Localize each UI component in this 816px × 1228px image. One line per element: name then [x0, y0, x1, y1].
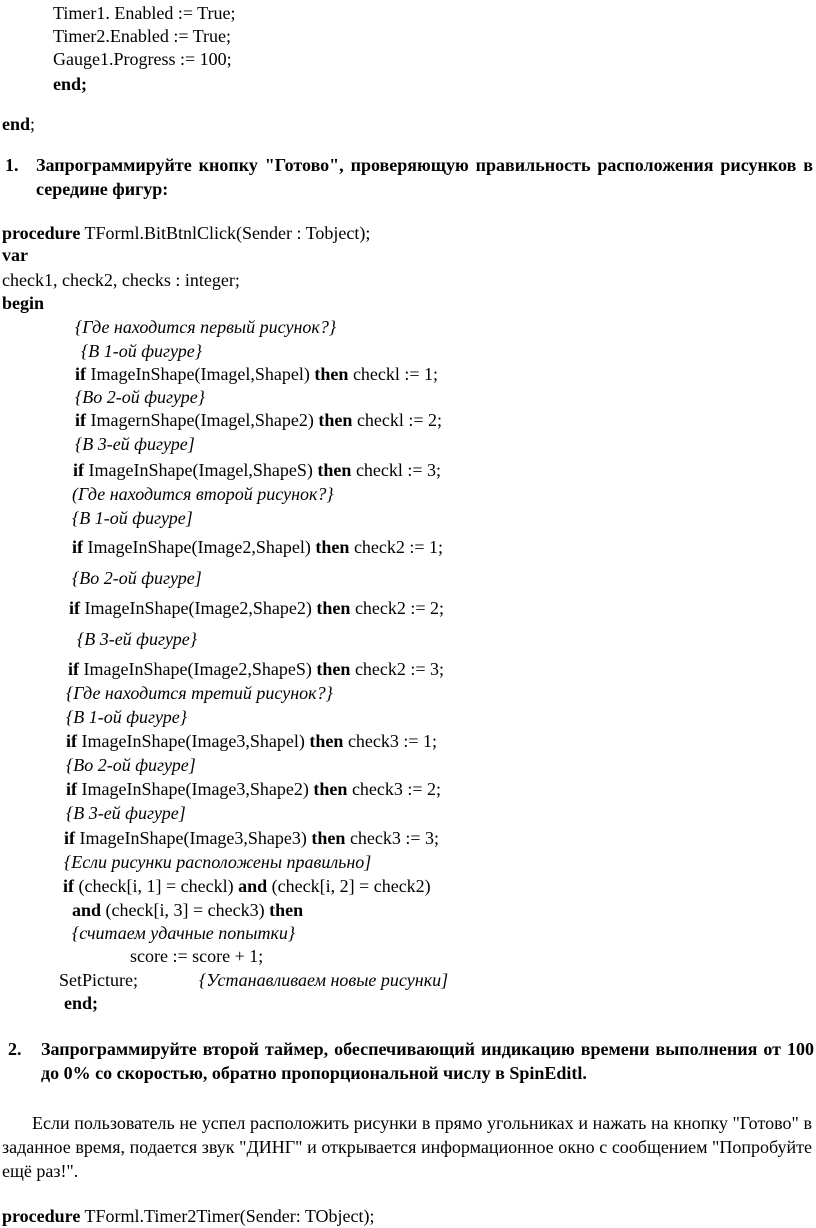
- task-number: 1.: [5, 155, 19, 175]
- code-keyword: then: [309, 731, 344, 751]
- code-comment: {В 1-ой фигуре}: [66, 707, 187, 727]
- code-line: [73, 459, 441, 481]
- code-line: [66, 730, 437, 752]
- code-keyword: end;: [64, 993, 99, 1013]
- code-line: [72, 536, 443, 558]
- code-line: Timer1. Enabled := True;: [53, 3, 236, 23]
- code-text: ImageInShape(Image3,Shape2): [81, 779, 309, 799]
- code-comment: {Если рисунки расположены правильно]: [64, 852, 372, 872]
- code-keyword: var: [2, 245, 28, 265]
- code-text: check2 := 2;: [354, 598, 445, 618]
- code-text: ImageInShape(Image2,Shape2): [84, 598, 312, 618]
- code-comment: {Во 2-ой фигуре}: [75, 387, 205, 407]
- code-comment: {В 3-ей фигуре}: [77, 629, 197, 649]
- code-text: ImageInShape(Image3,Shapel): [81, 731, 305, 751]
- code-keyword: then: [315, 537, 350, 557]
- code-line: check1, check2, checks : integer;: [2, 270, 240, 290]
- code-line: Gauge1.Progress := 100;: [53, 49, 232, 69]
- code-text: (check[i, 2] = check2): [271, 876, 431, 896]
- code-line: [69, 597, 444, 619]
- code-keyword: then: [317, 460, 352, 480]
- code-line: Timer2.Enabled := True;: [53, 26, 231, 46]
- code-text: TForml.BitBtnlClick(Sender : Tobject);: [84, 223, 371, 243]
- code-text: check3 := 2;: [351, 779, 442, 799]
- code-keyword: then: [316, 598, 351, 618]
- task-item-2: [8, 1037, 814, 1109]
- code-text: checkl := 1;: [352, 364, 439, 384]
- code-keyword: end;: [53, 74, 88, 94]
- code-text: TForml.Timer2Timer(Sender: TObject);: [84, 1206, 375, 1226]
- code-line: [72, 899, 303, 921]
- code-text: (check[i, 1] = checkl): [78, 876, 234, 896]
- code-line: [2, 113, 35, 135]
- code-keyword: if: [63, 876, 74, 896]
- code-text: ImagernShape(Imagel,Shape2): [90, 410, 314, 430]
- code-keyword: if: [69, 598, 80, 618]
- code-keyword: begin: [2, 293, 45, 313]
- code-comment: {Во 2-ой фигуре]: [66, 755, 196, 775]
- code-text: check3 := 3;: [349, 828, 440, 848]
- code-text: check3 := 1;: [347, 731, 438, 751]
- code-text: ImageInShape(Image2,Shapel): [87, 537, 311, 557]
- code-text: checkl := 2;: [356, 410, 443, 430]
- code-text: ImageInShape(Image3,Shape3): [79, 828, 307, 848]
- code-text: checkl := 3;: [355, 460, 442, 480]
- code-keyword: procedure: [2, 1206, 81, 1226]
- code-keyword: and: [238, 876, 268, 896]
- code-comment: {Устанавливаем новые рисунки]: [199, 970, 449, 990]
- code-keyword: and: [72, 900, 102, 920]
- code-keyword: then: [316, 659, 351, 679]
- code-comment: {В 1-ой фигуре]: [72, 508, 193, 528]
- code-line: SetPicture;: [59, 970, 138, 990]
- code-line: [68, 658, 444, 680]
- code-keyword: then: [313, 779, 348, 799]
- code-keyword: if: [66, 779, 77, 799]
- code-comment: {Где находится первый рисунок?}: [75, 317, 337, 337]
- code-keyword: then: [318, 410, 353, 430]
- code-keyword: if: [73, 460, 84, 480]
- task-text: Запрограммируйте второй таймер, обеспечивающий индикацию времени выполнения от 100 до 0% со скоростью, обратно пропорциональной числу в SpinEditl.: [41, 1039, 814, 1083]
- code-line: [66, 778, 441, 800]
- code-comment: {Где находится третий рисунок?}: [66, 683, 333, 703]
- code-punct: ;: [30, 114, 36, 134]
- code-keyword: if: [75, 410, 86, 430]
- code-text: check2 := 1;: [353, 537, 444, 557]
- code-keyword: if: [72, 537, 83, 557]
- code-line: [64, 827, 439, 849]
- code-comment: {В 3-ей фигуре]: [66, 803, 186, 823]
- code-comment: {Во 2-ой фигуре]: [72, 568, 202, 588]
- code-keyword: then: [311, 828, 346, 848]
- code-keyword: if: [68, 659, 79, 679]
- code-line: [63, 875, 431, 897]
- task-item-1: [5, 153, 813, 203]
- code-line: [75, 363, 438, 385]
- code-keyword: then: [314, 364, 349, 384]
- code-line: [75, 409, 442, 431]
- code-line: [2, 222, 370, 244]
- code-keyword: if: [64, 828, 75, 848]
- code-comment: {В 1-ой фигуре}: [81, 341, 202, 361]
- code-text: check2 := 3;: [354, 659, 445, 679]
- code-line: score := score + 1;: [130, 946, 264, 966]
- code-text: ImageInShape(Imagel,ShapeS): [88, 460, 313, 480]
- code-line: [2, 1205, 375, 1227]
- code-keyword: if: [66, 731, 77, 751]
- code-text: ImageInShape(Imagel,Shapel): [90, 364, 310, 384]
- code-comment: (Где находится второй рисунок?}: [72, 484, 334, 504]
- code-text: ImageInShape(Image2,ShapeS): [83, 659, 312, 679]
- task-text: Запрограммируйте кнопку "Готово", проверяющую правильность расположения рисунков в середине фигур:: [36, 155, 813, 199]
- code-keyword: then: [269, 900, 304, 920]
- code-keyword: end: [2, 114, 31, 134]
- description-paragraph: Если пользователь не успел расположить рисунки в прямо угольниках и нажать на кнопку "Готово" в заданное время, подается звук "ДИНГ" и открывается информационное окно с сообщением "Попробуйте ещё раз!".: [2, 1113, 812, 1181]
- code-keyword: if: [75, 364, 86, 384]
- code-comment: {В 3-ей фигуре]: [75, 434, 195, 454]
- task-number: 2.: [8, 1039, 22, 1059]
- code-keyword: procedure: [2, 223, 81, 243]
- code-text: (check[i, 3] = check3): [105, 900, 265, 920]
- code-comment: {считаем удачные попытки}: [72, 923, 296, 943]
